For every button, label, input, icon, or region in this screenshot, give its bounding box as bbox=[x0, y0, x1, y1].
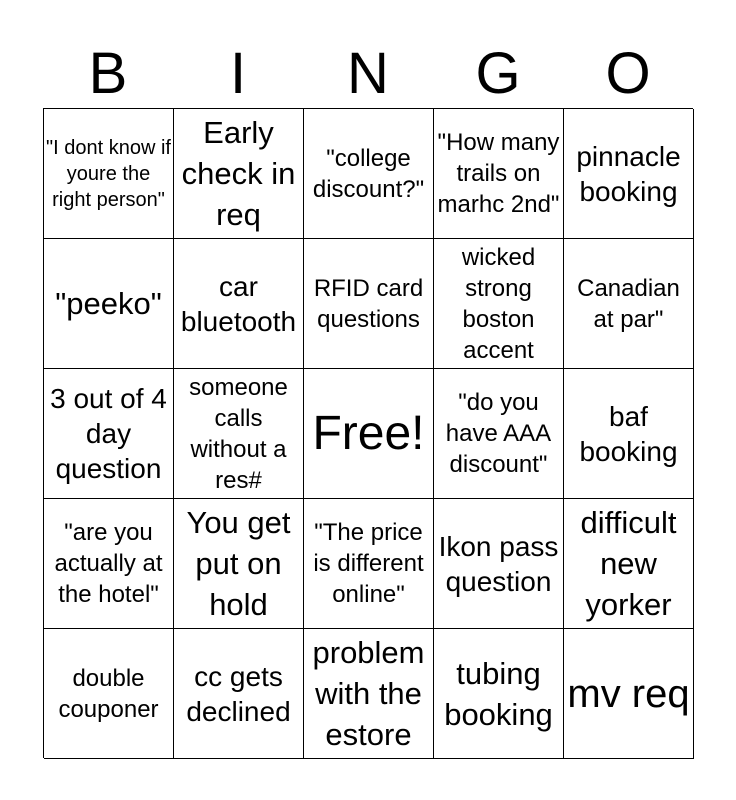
cell-text: Ikon pass question bbox=[438, 530, 559, 597]
cell-text: "peeko" bbox=[55, 286, 162, 321]
cell-text: cc gets declined bbox=[186, 660, 291, 727]
cell-text: tubing booking bbox=[444, 655, 553, 732]
cell-text: Canadian at par" bbox=[577, 274, 680, 333]
bingo-cell[interactable] bbox=[174, 369, 304, 499]
title-letter-b: B bbox=[88, 41, 128, 106]
bingo-cell[interactable] bbox=[174, 109, 304, 239]
cell-text: "The price is different online" bbox=[313, 519, 424, 608]
title-letter-g: G bbox=[475, 41, 521, 106]
bingo-cell[interactable] bbox=[434, 369, 564, 499]
title-letter-i: I bbox=[229, 41, 247, 106]
bingo-cell[interactable] bbox=[564, 109, 694, 239]
bingo-cell[interactable] bbox=[304, 499, 434, 629]
cell-text: "are you actually at the hotel" bbox=[54, 519, 163, 608]
bingo-cell[interactable] bbox=[564, 369, 694, 499]
cell-text: problem with the estore bbox=[312, 635, 425, 752]
free-space-text: Free! bbox=[312, 406, 425, 460]
bingo-title bbox=[43, 40, 693, 108]
bingo-cell[interactable] bbox=[434, 629, 564, 759]
bingo-cell[interactable] bbox=[564, 499, 694, 629]
cell-text: "I dont know if youre the right person" bbox=[46, 136, 171, 211]
cell-text: mv req bbox=[567, 671, 690, 716]
bingo-cell[interactable] bbox=[44, 629, 174, 759]
bingo-cell[interactable] bbox=[44, 109, 174, 239]
bingo-cell[interactable] bbox=[434, 499, 564, 629]
bingo-cell[interactable] bbox=[434, 239, 564, 369]
bingo-cell[interactable] bbox=[174, 499, 304, 629]
bingo-board bbox=[43, 108, 693, 758]
bingo-cell[interactable] bbox=[44, 499, 174, 629]
cell-text: pinnacle booking bbox=[576, 140, 681, 207]
cell-text: someone calls without a res# bbox=[189, 373, 288, 494]
bingo-cell[interactable] bbox=[304, 109, 434, 239]
title-letter-o: O bbox=[605, 41, 651, 106]
bingo-cell[interactable] bbox=[434, 109, 564, 239]
bingo-cell[interactable] bbox=[304, 239, 434, 369]
bingo-cell[interactable] bbox=[174, 629, 304, 759]
cell-text: You get put on hold bbox=[186, 505, 291, 622]
bingo-cell[interactable] bbox=[44, 369, 174, 499]
cell-text: wicked strong boston accent bbox=[461, 243, 536, 364]
bingo-cell[interactable] bbox=[564, 239, 694, 369]
bingo-cell[interactable] bbox=[564, 629, 694, 759]
bingo-cell[interactable] bbox=[174, 239, 304, 369]
cell-text: RFID card questions bbox=[313, 274, 424, 333]
cell-text: baf booking bbox=[579, 400, 678, 467]
cell-text: double couponer bbox=[58, 664, 159, 723]
title-letter-n: N bbox=[347, 41, 389, 106]
cell-text: Early check in req bbox=[181, 115, 296, 232]
cell-text: "do you have AAA discount" bbox=[445, 389, 552, 478]
cell-text: difficult new yorker bbox=[580, 505, 677, 622]
cell-text: "college discount?" bbox=[312, 144, 425, 203]
cell-text: car bluetooth bbox=[180, 270, 297, 337]
cell-text: 3 out of 4 day question bbox=[50, 383, 167, 484]
cell-text: "How many trails on marhc 2nd" bbox=[437, 129, 560, 218]
bingo-cell[interactable] bbox=[44, 239, 174, 369]
bingo-cell[interactable] bbox=[304, 629, 434, 759]
free-space-cell[interactable] bbox=[304, 369, 434, 499]
